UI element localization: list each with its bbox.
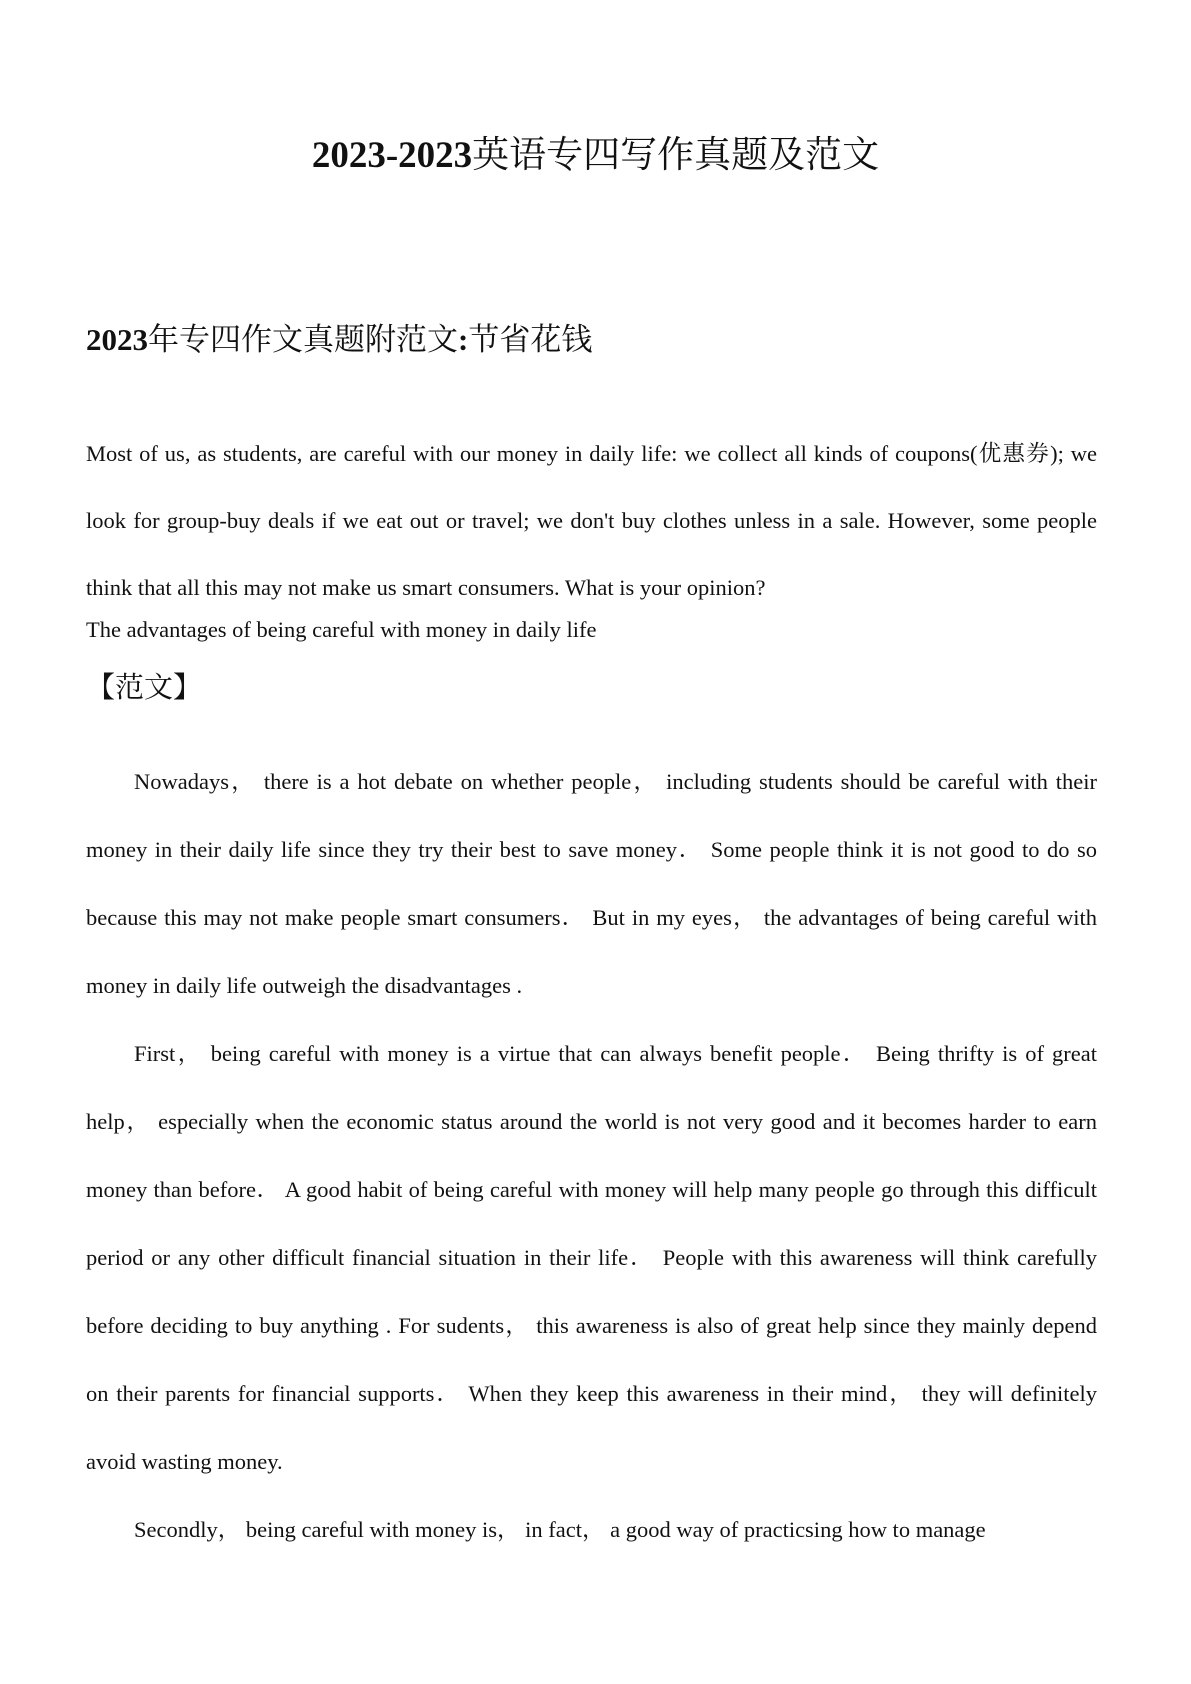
section-heading-colon: : bbox=[458, 322, 469, 357]
writing-prompt: Most of us, as students, are careful with our money in daily life: we collect all kinds of coupons(优惠券); we look for group-buy deals if we eat out or travel; we don't buy clothes unless in a sale. However, some people think that all this may not make us smart consumers. What is your opinion? bbox=[86, 441, 1097, 600]
section-heading-year: 2023 bbox=[86, 322, 148, 357]
document-title-number: 2023-2023 bbox=[311, 135, 473, 176]
essay-paragraph-1: Nowadays， there is a hot debate on whether people， including students should be careful with their money in their daily life since they try their best to save money． Some people think it is not good to do so because this may not make people smart consumers． But in my eyes， the advantages of being careful with money in daily life outweigh the disadvantages . bbox=[86, 769, 1097, 998]
section-heading bbox=[86, 320, 592, 360]
sample-essay-label: 【范文】 bbox=[86, 672, 203, 704]
document-title-text: 英语专四写作真题及范文 bbox=[472, 135, 880, 176]
sample-essay bbox=[86, 748, 1097, 1564]
essay-topic: The advantages of being careful with money in daily life bbox=[86, 617, 597, 642]
essay-paragraph-2: First， being careful with money is a virtue that can always benefit people． Being thrifty is of great help， especially when the economic status around the world is not very good and it becomes harder to earn money than before． A good habit of being careful with money will help many people go through this difficult period or any other difficult financial situation in their life． People with this awareness will think carefully before deciding to buy anything . For sudents， this awareness is also of great help since they mainly depend on their parents for financial supports． When they keep this awareness in their mind， they will definitely avoid wasting money. bbox=[86, 1041, 1097, 1474]
section-heading-title: 年专四作文真题附范文 bbox=[148, 322, 458, 357]
section-heading-subject: 节省花钱 bbox=[468, 322, 593, 357]
essay-paragraph-3: Secondly， being careful with money is， in fact， a good way of practicsing how to manage bbox=[134, 1517, 986, 1542]
document-title bbox=[0, 132, 1191, 180]
